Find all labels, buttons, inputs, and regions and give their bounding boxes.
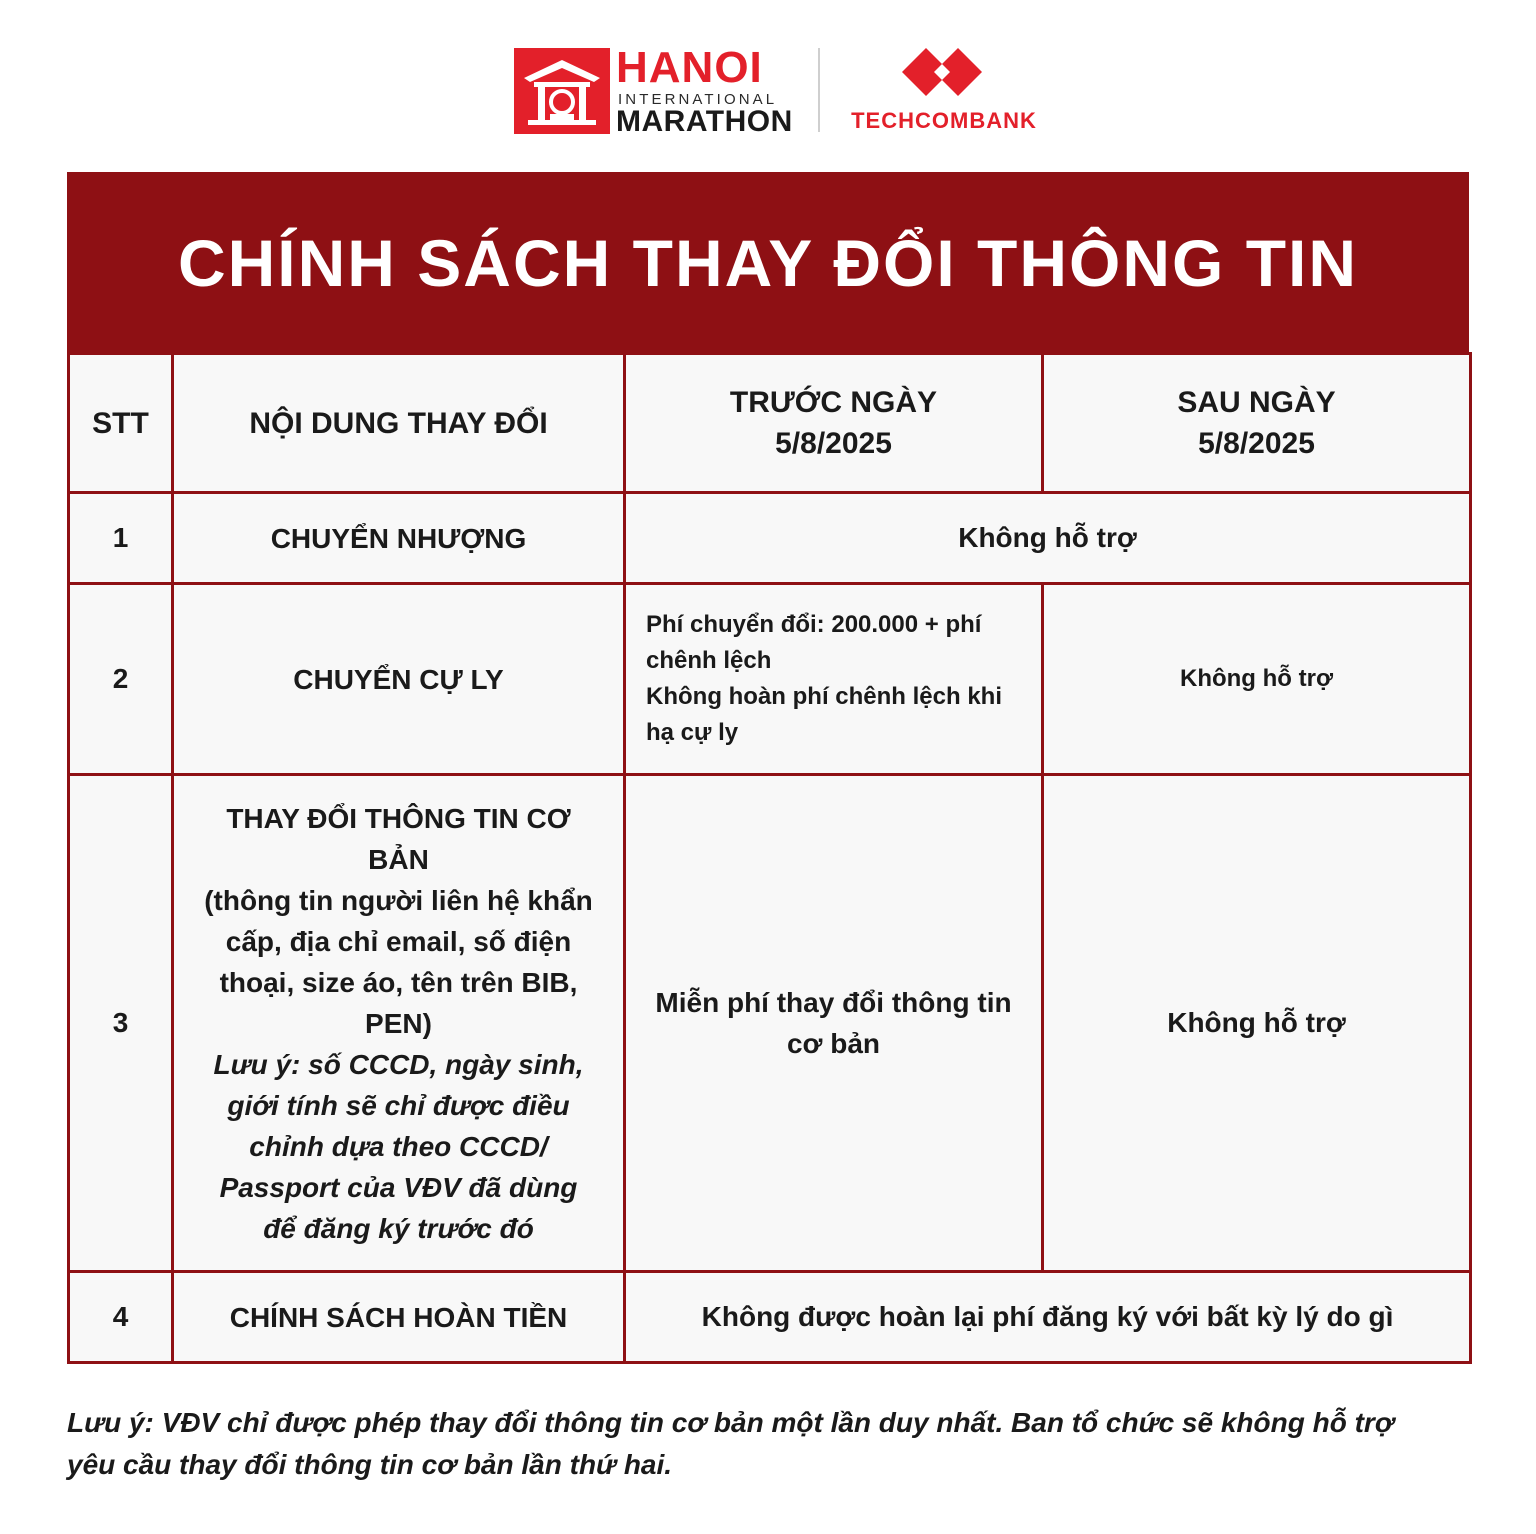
row-content: CHUYỂN NHƯỢNG: [173, 493, 625, 584]
note-line: Lưu ý: số CCCD, ngày sinh,: [213, 1048, 584, 1080]
content-line: THAY ĐỔI THÔNG TIN CƠ: [226, 802, 571, 834]
row-merged-value: Không hỗ trợ: [625, 493, 1471, 584]
hanoi-subtitle: INTERNATIONAL: [618, 91, 778, 108]
temple-gate-icon: [514, 48, 610, 134]
row-before-value: [625, 584, 1043, 775]
title-banner: [67, 172, 1469, 354]
techcombank-logo: [848, 46, 1040, 136]
row-content: CHUYỂN CỰ LY: [173, 584, 625, 775]
before-line: Miễn phí thay đổi thông tin: [655, 987, 1012, 1018]
row-number: 2: [69, 584, 173, 775]
header-before: [625, 354, 1043, 493]
table-row: [69, 1272, 1471, 1363]
hanoi-title: HANOI: [616, 43, 763, 92]
before-line: cơ bản: [786, 1028, 881, 1059]
footer-note: [67, 1402, 1469, 1486]
content-line: (thông tin người liên hệ khẩn: [204, 884, 593, 916]
logo-divider: [818, 48, 820, 132]
header-before-date: 5/8/2025: [775, 427, 892, 460]
table-header-row: [69, 354, 1471, 493]
note-line: chỉnh dựa theo CCCD/: [249, 1130, 548, 1162]
table-row: [69, 775, 1471, 1272]
content-line: BẢN: [368, 843, 429, 875]
policy-table: [67, 352, 1472, 1364]
hanoi-marathon-logo: [514, 43, 793, 138]
fee-line: Không hoàn phí chênh lệch khi: [646, 683, 1003, 710]
table-row: [69, 584, 1471, 775]
header-after: [1043, 354, 1471, 493]
content-line: PEN): [365, 1007, 432, 1039]
header-after-date: 5/8/2025: [1198, 427, 1315, 460]
note-line: để đăng ký trước đó: [263, 1212, 534, 1244]
note-line: Passport của VĐV đã dùng: [219, 1171, 578, 1203]
fee-line: hạ cự ly: [646, 719, 739, 746]
table-row: [69, 493, 1471, 584]
techcombank-name: TECHCOMBANK: [851, 108, 1037, 133]
row-merged-value: Không được hoàn lại phí đăng ký với bất kỳ lý do gì: [625, 1272, 1471, 1363]
header-after-line: SAU NGÀY: [1177, 386, 1336, 419]
row-after-value: Không hỗ trợ: [1043, 584, 1471, 775]
fee-line: chênh lệch: [646, 647, 772, 674]
logo-bar: [0, 44, 1536, 136]
header-stt: STT: [69, 354, 173, 493]
row-after-value: Không hỗ trợ: [1043, 775, 1471, 1272]
footer-note-line: Lưu ý: VĐV chỉ được phép thay đổi thông tin cơ bản một lần duy nhất. Ban tổ chức sẽ không hỗ trợ: [67, 1407, 1394, 1438]
row-number: 1: [69, 493, 173, 584]
techcombank-diamond-icon: [900, 46, 984, 98]
header-before-line: TRƯỚC NGÀY: [729, 386, 938, 419]
header-content: NỘI DUNG THAY ĐỔI: [173, 354, 625, 493]
content-line: cấp, địa chỉ email, số điện: [225, 925, 572, 957]
footer-note-line: yêu cầu thay đổi thông tin cơ bản lần thứ hai.: [67, 1449, 673, 1480]
note-line: giới tính sẽ chỉ được điều: [227, 1089, 570, 1121]
row-number: 4: [69, 1272, 173, 1363]
row-before-value: [625, 775, 1043, 1272]
row-content: [173, 775, 625, 1272]
hanoi-name: MARATHON: [616, 105, 793, 138]
row-content: CHÍNH SÁCH HOÀN TIỀN: [173, 1272, 625, 1363]
row-number: 3: [69, 775, 173, 1272]
page-title: CHÍNH SÁCH THAY ĐỔI THÔNG TIN: [177, 226, 1359, 300]
fee-line: Phí chuyển đổi: 200.000 + phí: [646, 611, 982, 638]
content-line: thoại, size áo, tên trên BIB,: [219, 966, 578, 998]
